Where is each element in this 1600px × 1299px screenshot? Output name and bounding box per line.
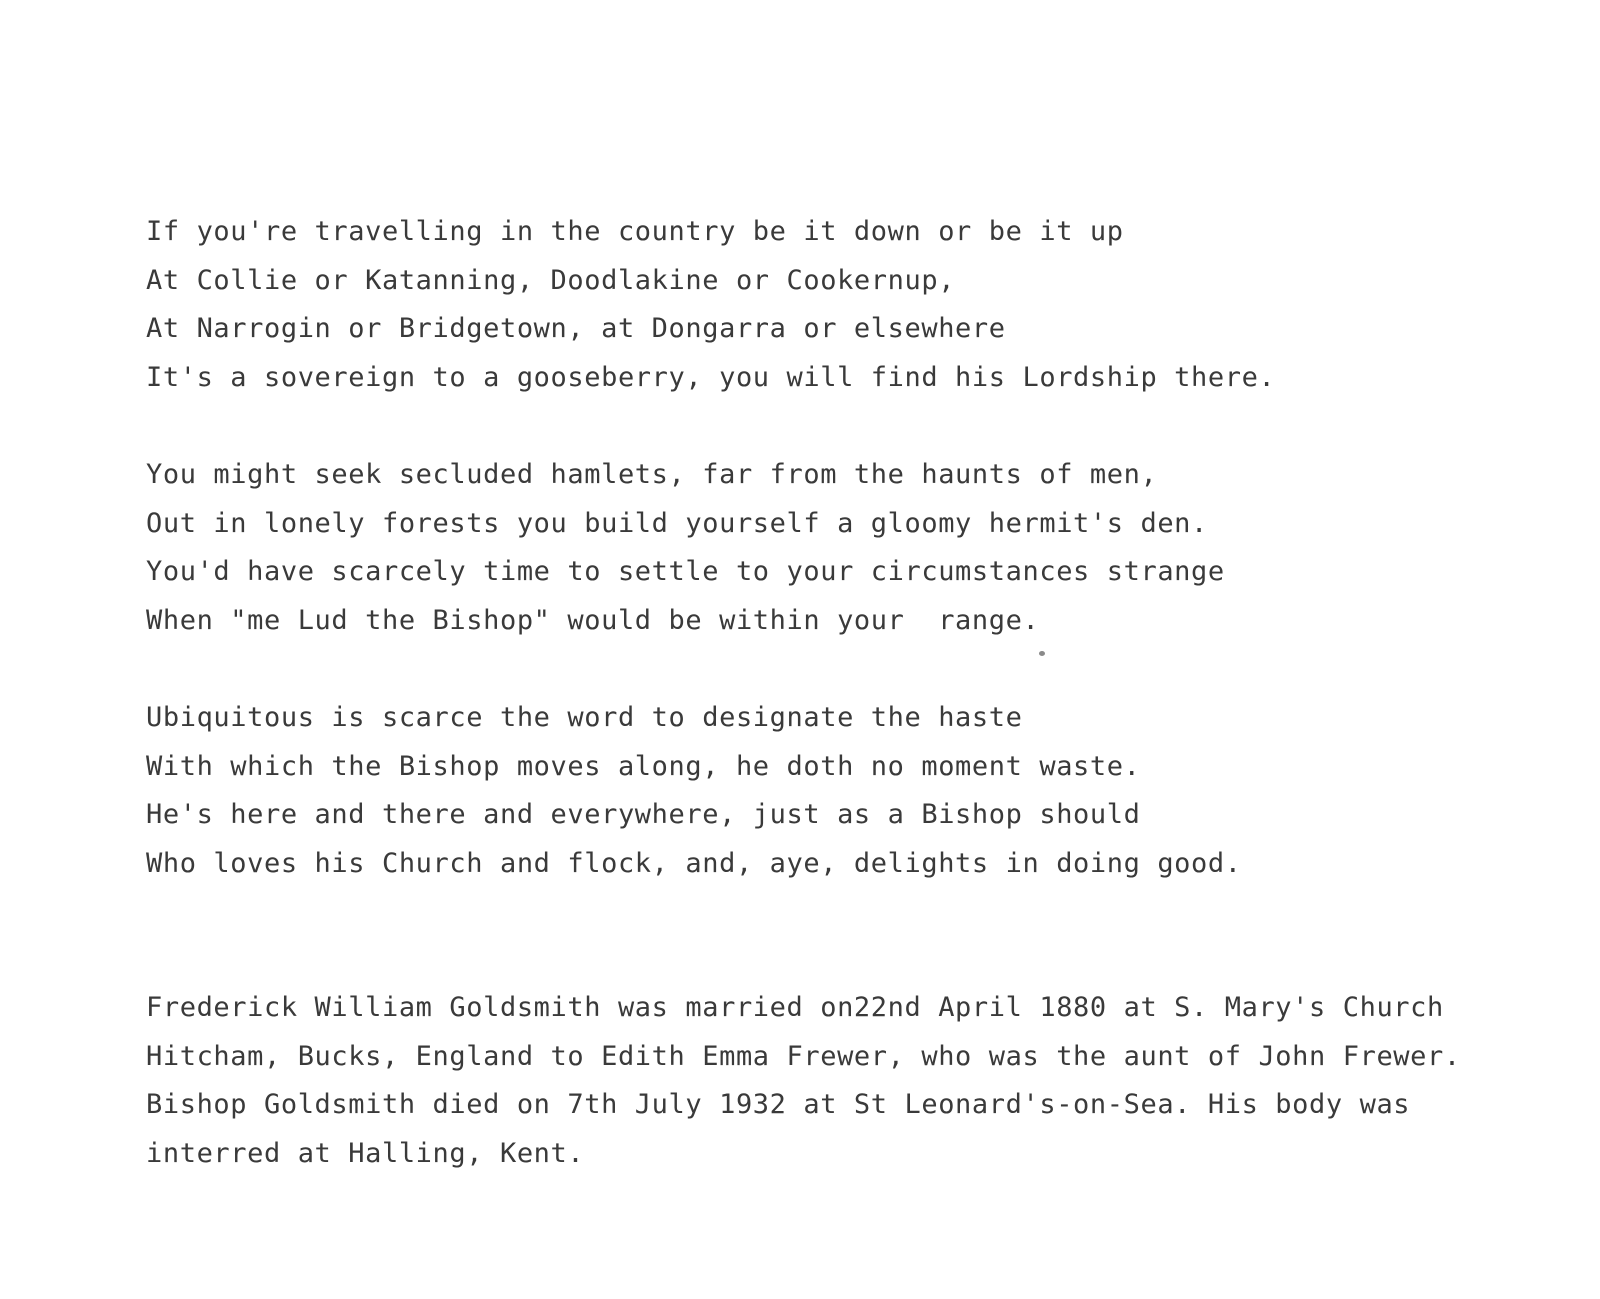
poem-line: Out in lonely forests you build yourself a gloomy hermit's den. xyxy=(146,507,1208,539)
poem-line: It's a sovereign to a gooseberry, you will find his Lordship there. xyxy=(146,361,1276,393)
poem-stanza-3 xyxy=(146,694,1242,888)
poem-line: If you're travelling in the country be it down or be it up xyxy=(146,216,1124,247)
biography-line: Frederick William Goldsmith was married on22nd April 1880 at S. Mary's Church xyxy=(146,992,1444,1023)
poem-line: He's here and there and everywhere, just as a Bishop should xyxy=(146,799,1141,830)
poem-line: When "me Lud the Bishop" would be within your range. xyxy=(146,604,1040,636)
poem-stanza-2 xyxy=(146,451,1225,645)
poem-stanza-1 xyxy=(146,208,1275,402)
poem-line: Ubiquitous is scarce the word to designate the haste xyxy=(146,702,1023,733)
biography-line: Bishop Goldsmith died on 7th July 1932 at St Leonard's-on-Sea. His body was xyxy=(146,1089,1411,1120)
poem-line: With which the Bishop moves along, he doth no moment waste. xyxy=(146,750,1141,782)
poem-line: At Narrogin or Bridgetown, at Dongarra or elsewhere xyxy=(146,313,1006,344)
poem-line: You'd have scarcely time to settle to your circumstances strange xyxy=(146,556,1225,587)
poem-line: Who loves his Church and flock, and, aye, delights in doing good. xyxy=(146,847,1242,879)
biography-line: Hitcham, Bucks, England to Edith Emma Frewer, who was the aunt of John Frewer. xyxy=(146,1040,1461,1072)
biography-line: interred at Halling, Kent. xyxy=(146,1137,585,1169)
biography-paragraph xyxy=(146,984,1461,1178)
ink-speck xyxy=(1039,651,1045,656)
poem-line: At Collie or Katanning, Doodlakine or Cookernup, xyxy=(146,264,956,296)
poem-line: You might seek secluded hamlets, far from the haunts of men, xyxy=(146,459,1158,490)
